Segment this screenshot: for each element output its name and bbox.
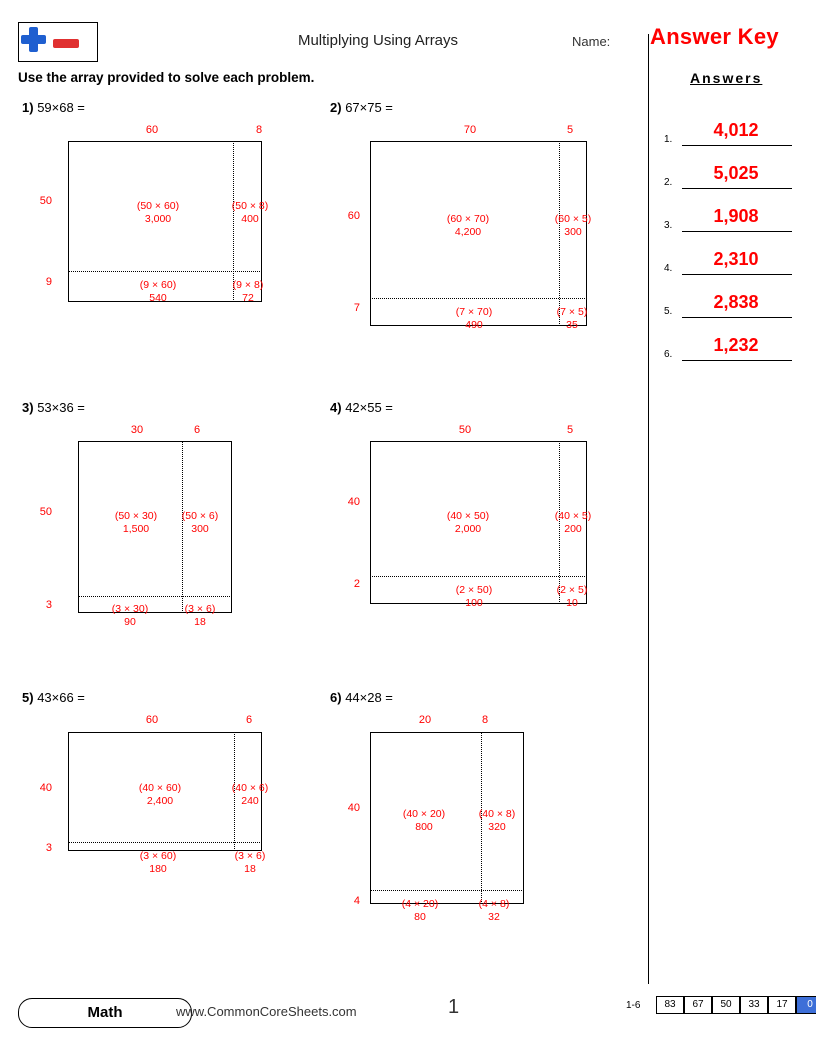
cell-expression: (60 × 70) [446, 213, 490, 225]
cell-bottom-left-value: 100 [465, 597, 483, 609]
top-left-label: 20 [418, 714, 432, 726]
cell-top-left [426, 213, 510, 239]
cell-bottom-right-value: 72 [242, 292, 254, 304]
cell-top-right [540, 213, 606, 239]
cell-expression: (7 × 5) [556, 306, 588, 318]
answer-row [664, 206, 794, 238]
cell-top-right [464, 808, 530, 834]
cell-expression: (40 × 60) [138, 782, 182, 794]
answer-row [664, 249, 794, 281]
cell-expression: (50 × 8) [231, 200, 269, 212]
problem-label [22, 400, 322, 415]
side-bottom-label: 9 [45, 276, 52, 288]
row-split-line [370, 298, 585, 299]
cell-bottom-left-value: 490 [465, 319, 483, 331]
answer-underline [682, 317, 792, 318]
problem-5 [22, 690, 322, 920]
problem-6 [330, 690, 640, 940]
cell-bottom-right [464, 898, 524, 911]
instructions: Use the array provided to solve each problem. [18, 70, 315, 85]
answer-row [664, 163, 794, 195]
problem-expression: 67×75 = [345, 100, 393, 115]
problem-number: 4) [330, 400, 342, 415]
cell-top-right [540, 510, 606, 536]
page-header [18, 22, 798, 64]
cell-bottom-left-value: 540 [149, 292, 167, 304]
page-number: 1 [448, 996, 460, 1018]
cell-bottom-right-value: 32 [488, 911, 500, 923]
cell-bottom-left [92, 603, 168, 616]
answer-underline [682, 274, 792, 275]
cell-expression: (50 × 30) [114, 510, 158, 522]
answer-value: 1,232 [713, 335, 759, 355]
answer-number: 5. [664, 306, 673, 317]
cell-bottom-right-value: 10 [566, 597, 578, 609]
cell-bottom-right-value: 35 [566, 319, 578, 331]
cell-top-left [118, 782, 202, 808]
cell-top-left [118, 200, 198, 226]
side-bottom-label: 3 [45, 842, 52, 854]
cell-expression: (2 × 50) [455, 584, 493, 596]
answer-row [664, 292, 794, 324]
side-bottom-label: 2 [353, 578, 360, 590]
top-right-label: 6 [193, 424, 201, 436]
cell-value: 800 [415, 821, 433, 834]
subject-label: Math [87, 1004, 123, 1021]
answers-heading: Answers [690, 70, 763, 86]
cell-expression: (40 × 6) [231, 782, 269, 794]
cell-expression: (60 × 5) [554, 213, 592, 225]
problem-label [330, 690, 640, 705]
cell-expression: (9 × 8) [232, 279, 264, 291]
cell-value: 300 [564, 226, 582, 239]
problem-number: 5) [22, 690, 34, 705]
top-right-label: 8 [481, 714, 489, 726]
cell-bottom-right [542, 306, 602, 319]
side-bottom-label: 4 [353, 895, 360, 907]
cell-top-left [382, 808, 466, 834]
cell-expression: (2 × 5) [556, 584, 588, 596]
row-split-line [78, 596, 230, 597]
problem-4 [330, 400, 640, 640]
answer-underline [682, 360, 792, 361]
side-top-label: 40 [347, 496, 360, 508]
side-bottom-label: 7 [353, 302, 360, 314]
answer-value: 4,012 [713, 120, 759, 140]
cell-value: 320 [488, 821, 506, 834]
problem-expression: 43×66 = [37, 690, 85, 705]
answer-underline [682, 231, 792, 232]
scale-box: 50 [712, 996, 740, 1014]
answer-number: 2. [664, 177, 673, 188]
cell-value: 200 [564, 523, 582, 536]
column-divider [648, 34, 649, 984]
page-title: Multiplying Using Arrays [297, 32, 459, 49]
answer-row [664, 120, 794, 152]
cell-value: 2,000 [454, 523, 482, 536]
cell-expression: (40 × 5) [554, 510, 592, 522]
cell-bottom-left [120, 850, 196, 863]
scale-box: 17 [768, 996, 796, 1014]
problem-expression: 59×68 = [37, 100, 85, 115]
cell-expression: (3 × 6) [184, 603, 216, 615]
plus-minus-logo-icon [19, 23, 95, 59]
answer-number: 6. [664, 349, 673, 360]
problem-label [330, 100, 640, 115]
problem-2 [330, 100, 640, 330]
problem-expression: 53×36 = [37, 400, 85, 415]
cell-value: 4,200 [454, 226, 482, 239]
row-split-line [68, 842, 260, 843]
cell-expression: (50 × 6) [181, 510, 219, 522]
top-right-label: 5 [566, 424, 574, 436]
answer-row [664, 335, 794, 367]
scale-box-highlighted: 0 [796, 996, 816, 1014]
cell-expression: (3 × 30) [111, 603, 149, 615]
cell-top-right [218, 200, 282, 226]
problem-3 [22, 400, 322, 640]
cell-expression: (50 × 60) [136, 200, 180, 212]
cell-bottom-right-value: 18 [244, 863, 256, 875]
row-split-line [68, 271, 260, 272]
page-footer [18, 996, 813, 1038]
cell-expression: (3 × 60) [139, 850, 177, 862]
top-right-label: 8 [255, 124, 263, 136]
top-right-label: 6 [245, 714, 253, 726]
cell-value: 1,500 [122, 523, 150, 536]
cell-value: 2,400 [146, 795, 174, 808]
problem-label [22, 100, 322, 115]
cell-bottom-right [220, 850, 280, 863]
side-top-label: 60 [347, 210, 360, 222]
answer-value: 5,025 [713, 163, 759, 183]
cell-top-right [218, 782, 282, 808]
answer-underline [682, 188, 792, 189]
cell-value: 300 [191, 523, 209, 536]
problem-label [22, 690, 322, 705]
row-split-line [370, 890, 522, 891]
answer-value: 2,838 [713, 292, 759, 312]
cell-expression: (4 × 20) [401, 898, 439, 910]
problem-label [330, 400, 640, 415]
cell-expression: (40 × 20) [402, 808, 446, 820]
scale-label: 1-6 [626, 1000, 641, 1011]
side-top-label: 40 [347, 802, 360, 814]
answer-underline [682, 145, 792, 146]
cell-bottom-left [436, 306, 512, 319]
answer-number: 4. [664, 263, 673, 274]
problem-number: 2) [330, 100, 342, 115]
top-right-label: 5 [566, 124, 574, 136]
problem-number: 3) [22, 400, 34, 415]
cell-value: 3,000 [144, 213, 172, 226]
logo [18, 22, 98, 62]
cell-value: 400 [241, 213, 259, 226]
cell-bottom-right [218, 279, 278, 292]
cell-top-right [166, 510, 234, 536]
side-bottom-label: 3 [45, 599, 52, 611]
cell-expression: (3 × 6) [234, 850, 266, 862]
cell-expression: (4 × 8) [478, 898, 510, 910]
scale-box: 83 [656, 996, 684, 1014]
cell-bottom-left-value: 180 [149, 863, 167, 875]
cell-expression: (40 × 8) [478, 808, 516, 820]
problem-1 [22, 100, 322, 330]
answer-value: 1,908 [713, 206, 759, 226]
problem-expression: 44×28 = [345, 690, 393, 705]
cell-expression: (9 × 60) [139, 279, 177, 291]
cell-expression: (40 × 50) [446, 510, 490, 522]
cell-bottom-left [382, 898, 458, 911]
answer-value: 2,310 [713, 249, 759, 269]
cell-bottom-left-value: 90 [124, 616, 136, 628]
cell-bottom-right [542, 584, 602, 597]
top-left-label: 60 [145, 124, 159, 136]
cell-top-left [426, 510, 510, 536]
cell-bottom-right [170, 603, 230, 616]
cell-bottom-left-value: 80 [414, 911, 426, 923]
answer-key-badge: Answer Key [650, 24, 779, 49]
answer-number: 1. [664, 134, 673, 145]
name-label: Name: [572, 34, 611, 49]
cell-value: 240 [241, 795, 259, 808]
top-left-label: 50 [458, 424, 472, 436]
website-url: www.CommonCoreSheets.com [176, 1004, 357, 1019]
top-left-label: 70 [463, 124, 477, 136]
answer-number: 3. [664, 220, 673, 231]
problem-number: 6) [330, 690, 342, 705]
scale-box: 67 [684, 996, 712, 1014]
cell-top-left [96, 510, 176, 536]
top-left-label: 30 [130, 424, 144, 436]
problem-expression: 42×55 = [345, 400, 393, 415]
cell-bottom-left [120, 279, 196, 292]
scale-box: 33 [740, 996, 768, 1014]
problem-number: 1) [22, 100, 34, 115]
row-split-line [370, 576, 585, 577]
cell-bottom-right-value: 18 [194, 616, 206, 628]
subject-badge [18, 998, 192, 1028]
side-top-label: 50 [39, 506, 52, 518]
top-left-label: 60 [145, 714, 159, 726]
cell-bottom-left [436, 584, 512, 597]
cell-expression: (7 × 70) [455, 306, 493, 318]
side-top-label: 50 [39, 195, 52, 207]
side-top-label: 40 [39, 782, 52, 794]
